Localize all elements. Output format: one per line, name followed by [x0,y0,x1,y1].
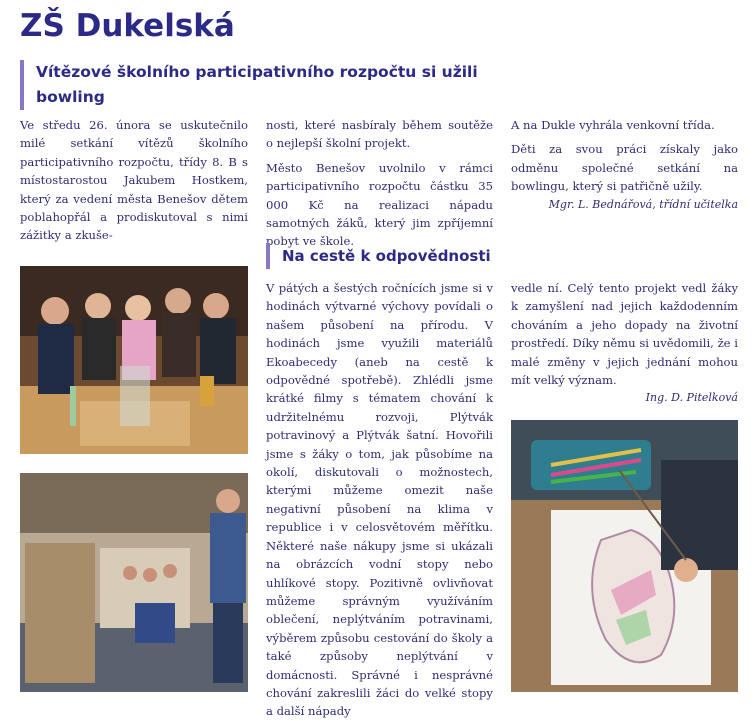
article1-paragraph: Město Benešov uvolnilo v rámci participativního rozpočtu částku 35 000 Kč na realizaci nápadu samotných žáků, který jim zpříjemní pobyt ve škole. [266,160,493,249]
article1-signature: Mgr. L. Bednářová, třídní učitelka [548,197,738,211]
article1-column3 [511,116,738,214]
article-headline-responsibility: Na cestě k odpovědnosti [266,243,506,269]
article2-signature: Ing. D. Pitelková [645,391,738,405]
article1-paragraph: A na Dukle vyhrála venkovní třída. [511,118,715,132]
photo-students-bowling [20,266,248,454]
article1-paragraph: Děti za svou práci získaly jako odměnu společné setkání na bowlingu, který si patřičně užily. [511,142,738,194]
photo-bowling-alley [20,473,248,692]
article2-column2 [266,279,493,721]
article1-paragraph: Ve středu 26. února se uskutečnilo milé setkání vítězů školního participativního rozpočtu, třídy 8. B s místostarostou Jakubem Hostkem, který za vedení města Benešov dětem poblahopřál a prodiskutoval s nimi zážitky a zkuše- [20,118,248,243]
article1-column1 [20,116,248,245]
article1-paragraph: nosti, které nasbíraly během soutěže o nejlepší školní projekt. [266,118,493,151]
article-headline-bowling: Vítězové školního participativního rozpočtu si užili bowling [20,60,506,110]
page-title: ZŠ Dukelská [20,8,235,44]
article1-column2 [266,116,493,251]
article2-column3 [511,279,738,408]
article2-paragraph: V pátých a šestých ročnících jsme si v hodinách výtvarné výchovy povídali o našem působení na přírodu. V hodinách jsme využili materiálů Ekoabecedy (aneb na cestě k odpovědné spotřebě). Zhlédli jsme krátké filmy s tématem chování k udržitelnému rozvoji, Plýtvák potravinový a Plýtvák šatní. Hovořili jsme s žáky o tom, jak působíme na okolí, diskutovali o možnostech, kterými můžeme omezit naše negativní působení na klima v republice i v celosvětovém měřítku. Některé naše nákupy jsme si ukázali na obrázcích vodní stopy nebo uhlíkové stopy. Pozitivně ovlivňovat můžeme správným využíváním oblečení, neplýtváním potravinami, výběrem způsobu cestování do školy a také způsoby neplýtvání v domácnosti. Správné i nesprávné chování zakreslili žáci do velké stopy a další nápady [266,281,493,719]
article2-paragraph: vedle ní. Celý tento projekt vedl žáky k zamyšlení nad jejich každodenním chováním a jeho dopady na životní prostředí. Díky němu si uvědomili, že i malé změny v jejich jednání mohou mít velký význam. [511,281,738,388]
photo-footprint-drawing [511,420,738,692]
